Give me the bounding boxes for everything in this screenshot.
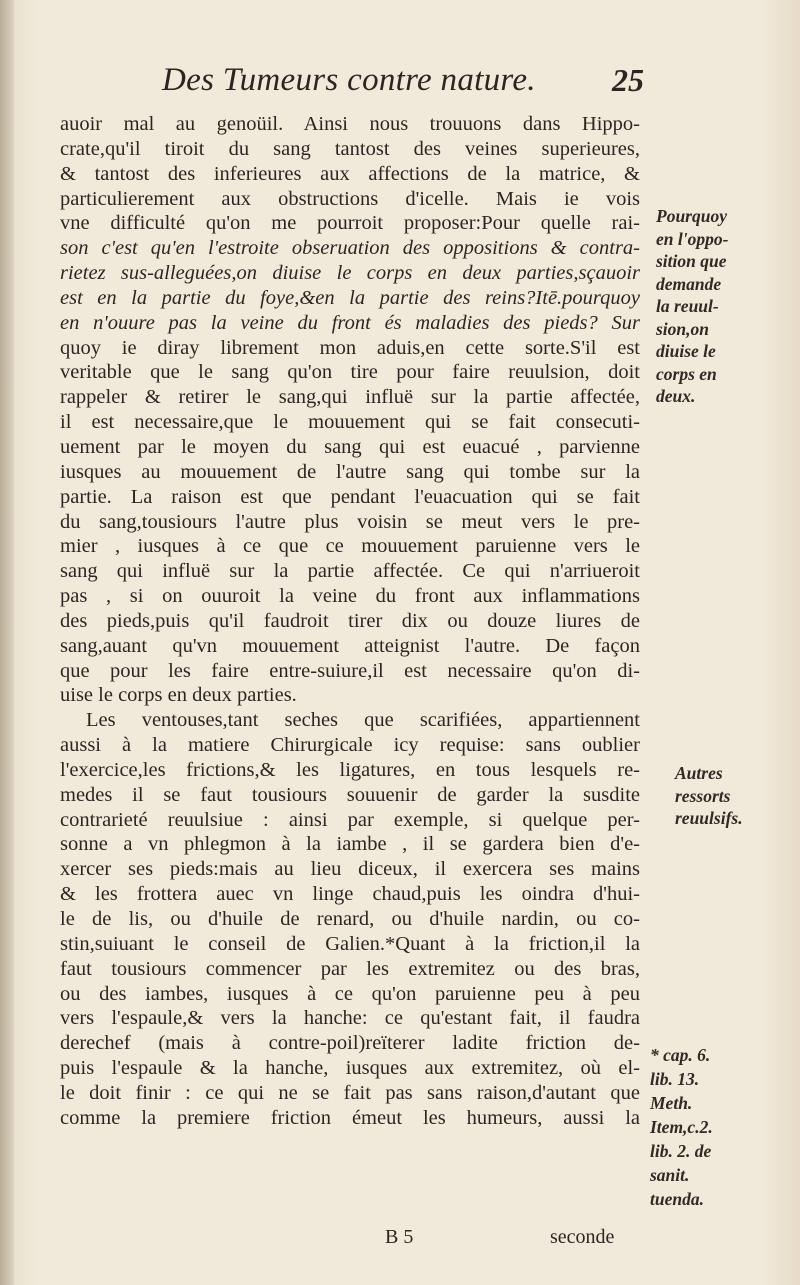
paragraph-2: [60, 708, 640, 1130]
text-line: medes il se faut tousiours souuenir de garder la susdite: [60, 783, 640, 806]
text-line: crate,qu'il tiroit du sang tantost des veines superieures,: [60, 137, 640, 160]
running-head-title: Des Tumeurs contre nature.: [162, 62, 536, 98]
page-spine-shadow: [0, 0, 14, 1285]
margin-note-pourquoy: [656, 205, 791, 408]
text-line: en n'ouure pas la veine du front és maladies des pieds? Sur: [60, 311, 640, 334]
margin-note-line: Pourquoy: [656, 206, 727, 226]
text-line: uise le corps en deux parties.: [60, 684, 297, 707]
text-line: particulierement aux obstructions d'icelle. Mais ie vois: [60, 187, 640, 210]
text-line: uement par le moyen du sang qui est euacué , parvienne: [60, 435, 640, 458]
margin-note-line: reuulsifs.: [675, 808, 743, 828]
text-line: veritable que le sang qu'on tire pour faire reuulsion, doit: [60, 361, 640, 384]
text-line: vne difficulté qu'on me pourroit proposer:Pour quelle rai-: [60, 212, 640, 235]
text-line: des pieds,puis qu'il faudroit tirer dix ou douze liures de: [60, 609, 640, 632]
text-line: rappeler & retirer le sang,qui influë sur la partie affectée,: [60, 386, 640, 409]
margin-note-line: deux.: [656, 386, 696, 406]
margin-note-line: * cap. 6.: [650, 1045, 711, 1065]
text-line: iusques au mouuement de l'autre sang qui tombe sur la: [60, 460, 640, 483]
text-line: rietez sus-alleguées,on diuise le corps en deux parties,sçauoir: [60, 262, 640, 285]
text-line: l'exercice,les frictions,& les ligatures, en tous lesquels re-: [60, 758, 640, 781]
margin-note-line: en l'oppo-: [656, 228, 729, 249]
main-text: [60, 112, 640, 1131]
margin-note-line: ressorts: [675, 785, 731, 806]
signature-mark: B 5: [385, 1226, 414, 1248]
text-line: que pour les faire entre-suiure,il est necessaire qu'on di-: [60, 659, 640, 682]
margin-note-line: lib. 13.: [650, 1069, 700, 1089]
text-line: stin,suiuant le conseil de Galien.*Quant à la friction,il la: [60, 932, 640, 955]
text-line: sang qui influë sur la partie affectée. Ce qui n'arriueroit: [60, 560, 640, 583]
text-line: aussi à la matiere Chirurgicale icy requise: sans oublier: [60, 734, 640, 757]
text-line: partie. La raison est que pendant l'euacuation qui se fait: [60, 485, 640, 508]
text-line: du sang,tousiours l'autre plus voisin se meut vers le pre-: [60, 510, 640, 533]
text-line: sonne a vn phlegmon à la iambe , il se gardera bien d'e-: [60, 833, 640, 856]
margin-note-line: corps en: [656, 363, 717, 384]
margin-note-autres-ressorts: [675, 762, 785, 830]
text-line: & tantost des inferieures aux affections de la matrice, &: [60, 162, 640, 185]
margin-note-line: Meth.: [650, 1093, 693, 1113]
text-line: mier , iusques à ce que ce mouuement paruienne vers le: [60, 535, 640, 558]
text-line: il est necessaire,que le mouuement qui se fait consecuti-: [60, 411, 640, 434]
margin-note-line: tuenda.: [650, 1189, 704, 1209]
text-line: le de lis, ou d'huile de renard, ou d'huile nardin, ou co-: [60, 908, 640, 930]
margin-note-citation: [650, 1043, 780, 1211]
margin-note-line: Item,c.2.: [650, 1117, 713, 1137]
page-number: 25: [612, 62, 644, 98]
margin-note-line: lib. 2. de: [650, 1141, 712, 1161]
text-line: contrarieté reuulsiue : ainsi par exemple, si quelque per-: [60, 808, 640, 831]
text-line: puis l'espaule & la hanche, iusques aux extremitez, où el-: [60, 1057, 640, 1080]
page-footer: [0, 1226, 800, 1256]
text-line: sang,auant qu'vn mouuement atteignist l'autre. De façon: [60, 634, 640, 657]
margin-note-line: sanit.: [650, 1165, 690, 1185]
text-line: pas , si on ouuroit la veine du front aux inflammations: [60, 585, 640, 608]
margin-note-line: sition que: [656, 251, 727, 271]
text-line: le doit finir : ce qui ne se fait pas sans raison,d'autant que: [60, 1081, 640, 1104]
paragraph-1: [60, 112, 640, 708]
text-line: derechef (mais à contre-poil)reïterer ladite friction de-: [60, 1032, 640, 1055]
text-line: faut tousiours commencer par les extremitez ou des bras,: [60, 957, 640, 980]
text-line: auoir mal au genoüil. Ainsi nous trouuons dans Hippo-: [60, 113, 640, 135]
margin-note-line: sion,on: [656, 318, 710, 339]
text-line: vers l'espaule,& vers la hanche: ce qu'estant fait, il faudra: [60, 1007, 640, 1030]
margin-note-line: la reuul-: [656, 296, 719, 316]
text-line: comme la premiere friction émeut les humeurs, aussi la: [60, 1106, 640, 1129]
text-line: ou des iambes, iusques à ce qu'on paruienne peu à peu: [60, 982, 640, 1005]
text-line: xercer ses pieds:mais au lieu diceux, il exercera ses mains: [60, 858, 640, 881]
margin-note-line: Autres: [675, 763, 723, 783]
text-line: son c'est qu'en l'estroite obseruation des oppositions & contra-: [60, 237, 640, 260]
margin-note-line: demande: [656, 273, 722, 294]
running-head: [150, 62, 650, 112]
margin-note-line: diuise le: [656, 341, 716, 361]
text-line: Les ventouses,tant seches que scarifiées, appartiennent: [86, 709, 640, 732]
text-line: quoy ie diray librement mon aduis,en cette sorte.S'il est: [60, 336, 640, 359]
text-line: est en la partie du foye,&en la partie des reins?Itē.pourquoy: [60, 286, 640, 309]
text-line: & les frottera auec vn linge chaud,puis les oindra d'hui-: [60, 883, 640, 906]
catchword: seconde: [550, 1226, 615, 1248]
